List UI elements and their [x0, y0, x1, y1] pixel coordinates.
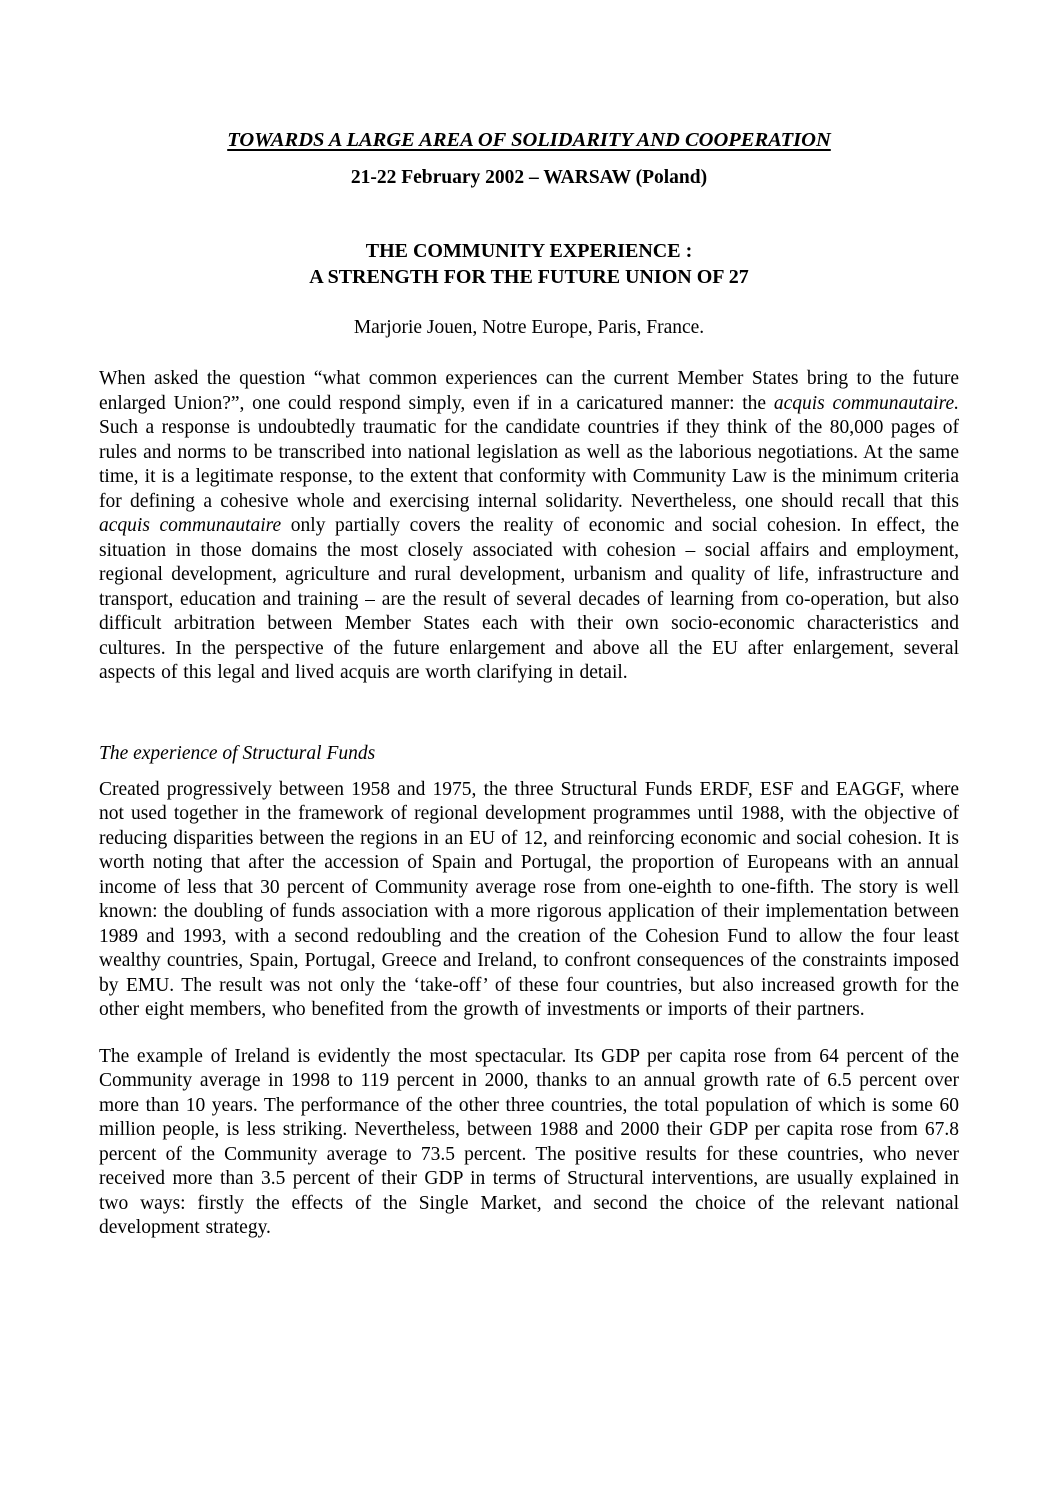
acquis-communautaire-italic-1: acquis communautaire.: [773, 392, 959, 414]
page-title: TOWARDS A LARGE AREA OF SOLIDARITY AND COOPERATION: [227, 129, 831, 151]
document-page: [99, 0, 959, 1301]
intro-segment-2: Such a response is undoubtedly traumatic for the candidate countries if they think of the 80,000 pages of rules and norms to be transcribed into national legislation as well as the laborious negotiations. At the same time, it is a legitimate response, to the extent that conformity with Community Law is the minimum criteria for defining a cohesive whole and exercising internal solidarity. Nevertheless, one should recall that this: [99, 417, 959, 512]
event-date-location: 21-22 February 2002 – WARSAW (Poland): [350, 167, 708, 188]
author-line: Marjorie Jouen, Notre Europe, Paris, France.: [353, 317, 705, 338]
paper-heading-line1: THE COMMUNITY EXPERIENCE :: [365, 240, 693, 262]
section-heading-structural-funds: The experience of Structural Funds: [99, 742, 376, 764]
intro-segment-3: only partially covers the reality of economic and social cohesion. In effect, the situation in those domains the most closely associated with cohesion – social affairs and employment, regional development, agriculture and rural development, urbanism and quality of life, infrastructure and transport, education and training – are the result of several decades of learning from co-operation, but also difficult arbitration between Member States each with their own socio-economic characteristics and cultures. In the perspective of the future enlargement and above all the EU after enlargement, several aspects of this legal and lived acquis are worth clarifying in detail.: [99, 515, 959, 683]
paragraph-ireland-example: The example of Ireland is evidently the most spectacular. Its GDP per capita rose from 64 percent of the Community average in 1998 to 119 percent in 2000, thanks to an annual growth rate of 6.5 percent over more than 10 years. The performance of the other three countries, the total population of which is some 60 million people, is less striking. Nevertheless, between 1988 and 2000 their GDP per capita rose from 67.8 percent of the Community average to 73.5 percent. The positive results for these countries, who never received more than 3.5 percent of their GDP in terms of Structural interventions, are usually explained in two ways: firstly the effects of the Single Market, and second the choice of the relevant national development strategy.: [99, 1045, 959, 1238]
paragraph-intro: [99, 367, 959, 686]
acquis-communautaire-italic-2: acquis communautaire: [99, 515, 282, 536]
paper-heading: [99, 238, 959, 290]
paragraph-structural-funds: Created progressively between 1958 and 1975, the three Structural Funds ERDF, ESF and EAGGF, where not used together in the framework of regional development programmes until 1988, with the objective of reducing disparities between the regions in an EU of 12, and reinforcing economic and social cohesion. It is worth noting that after the accession of Spain and Portugal, the proportion of Europeans with an annual income of less that 30 percent of Community average rose from one-eighth to one-fifth. The story is well known: the doubling of funds association with a more rigorous application of their implementation between 1989 and 1993, with a second redoubling and the creation of the Cohesion Fund to allow the four least wealthy countries, Spain, Portugal, Greece and Ireland, to confront consequences of the constraints imposed by EMU. The result was not only the ‘take-off’ of these four countries, but also increased growth for the other eight members, who benefited from the growth of investments or imports of their partners.: [99, 778, 959, 1020]
intro-segment-1: When asked the question “what common experiences can the current Member States bring to the future enlarged Union?”, one could respond simply, even if in a caricatured manner: the: [99, 368, 959, 414]
paper-heading-line2: A STRENGTH FOR THE FUTURE UNION OF 27: [309, 266, 749, 288]
document-body: [99, 367, 959, 1241]
